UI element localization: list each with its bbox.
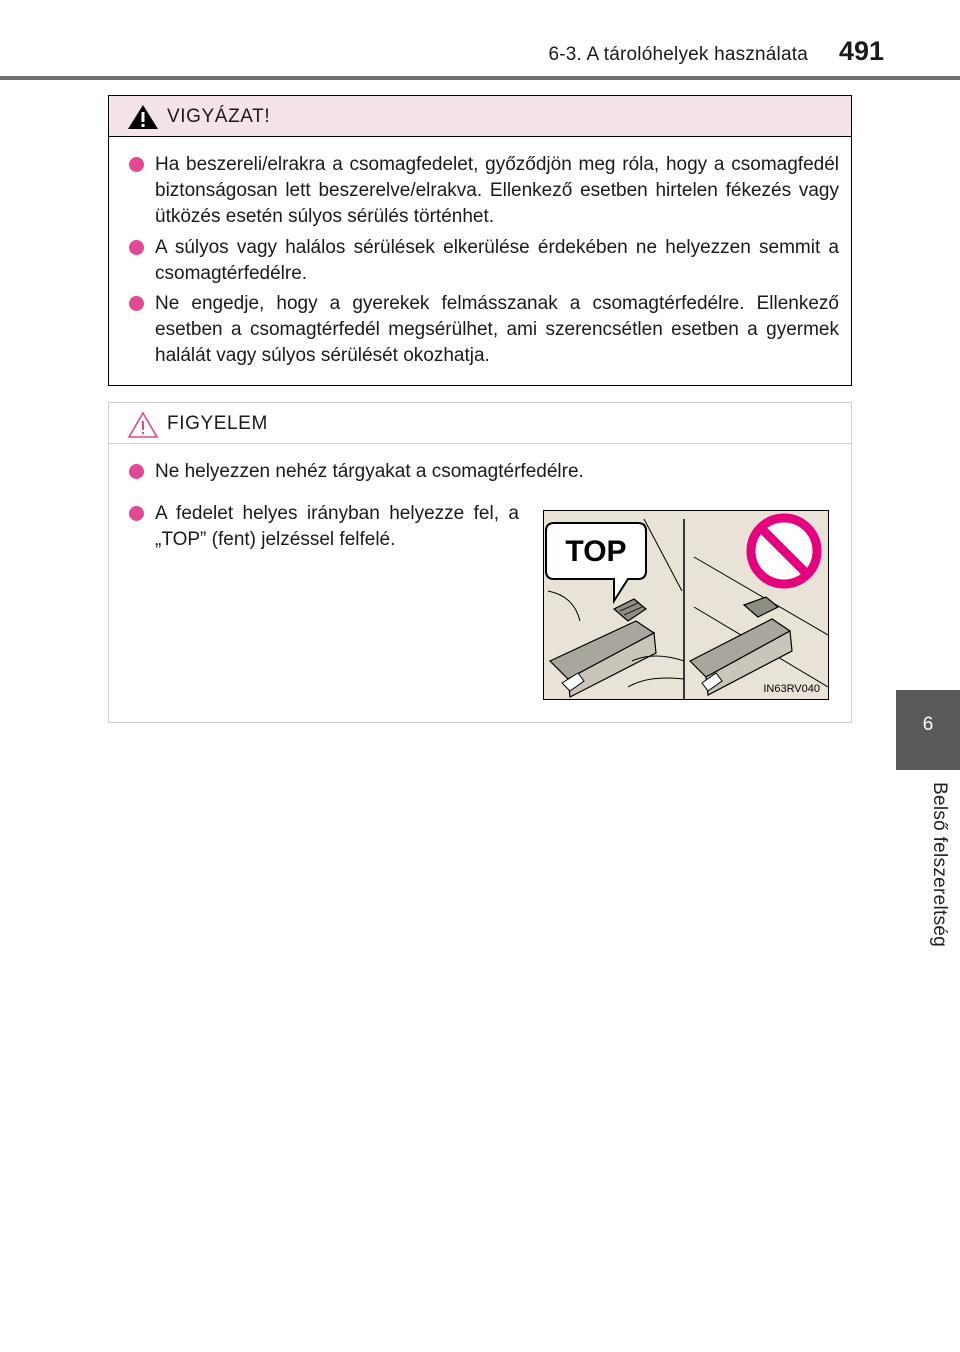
top-callout-text: TOP [565, 535, 627, 568]
header-divider [0, 76, 960, 80]
warning-item-text: Ha beszereli/elrakra a csomagfedelet, győződjön meg róla, hogy a csomagfedél biztonságosan lett beszerelve/elrakva. Ellenkező esetben hirtelen fékezés vagy ütközés esetén súlyos sérülés történhet. [155, 154, 839, 227]
warning-item [129, 291, 839, 369]
warning-item [129, 152, 839, 230]
illustration-code: IN63RV040 [763, 683, 820, 695]
cover-orientation-illustration [543, 510, 829, 700]
warning-item [129, 235, 839, 287]
warning-box [108, 95, 852, 386]
warning-triangle-icon [127, 104, 159, 130]
notice-item-text: Ne helyezzen nehéz tárgyakat a csomagtérfedélre. [155, 461, 584, 482]
notice-box [108, 402, 852, 723]
page-number: 491 [838, 36, 884, 66]
illustration-drawing [544, 511, 829, 700]
bullet-icon [129, 296, 144, 311]
chapter-label: Belső felszereltség [929, 782, 950, 948]
page-header [0, 0, 960, 80]
warning-item-text: Ne engedje, hogy a gyerekek felmásszanak a csomagtérfedélre. Ellenkező esetben a csomagtérfedél megsérülhet, ami szerencsétlen esetben a gyermek halálát vagy súlyos sérülését okozhatja. [155, 293, 839, 366]
warning-item-text: A súlyos vagy halálos sérülések elkerülése érdekében ne helyezzen semmit a csomagtérfedélre. [155, 237, 839, 284]
warning-header [109, 96, 851, 137]
warning-title: VIGYÁZAT! [167, 106, 271, 127]
section-title: 6-3. A tárolóhelyek használata [548, 44, 808, 65]
notice-item-text: A fedelet helyes irányban helyezze fel, a „TOP” (fent) jelzéssel felfelé. [155, 503, 519, 550]
notice-item [129, 501, 519, 553]
prohibited-icon [751, 518, 817, 584]
notice-item [129, 459, 839, 485]
chapter-tab[interactable] [896, 690, 960, 770]
notice-header [109, 403, 851, 444]
bullet-icon [129, 506, 144, 521]
top-callout-icon [546, 523, 646, 601]
bullet-icon [129, 464, 144, 479]
caution-triangle-icon [127, 411, 159, 439]
chapter-number: 6 [922, 714, 934, 735]
bullet-icon [129, 157, 144, 172]
notice-title: FIGYELEM [167, 413, 268, 434]
bullet-icon [129, 240, 144, 255]
